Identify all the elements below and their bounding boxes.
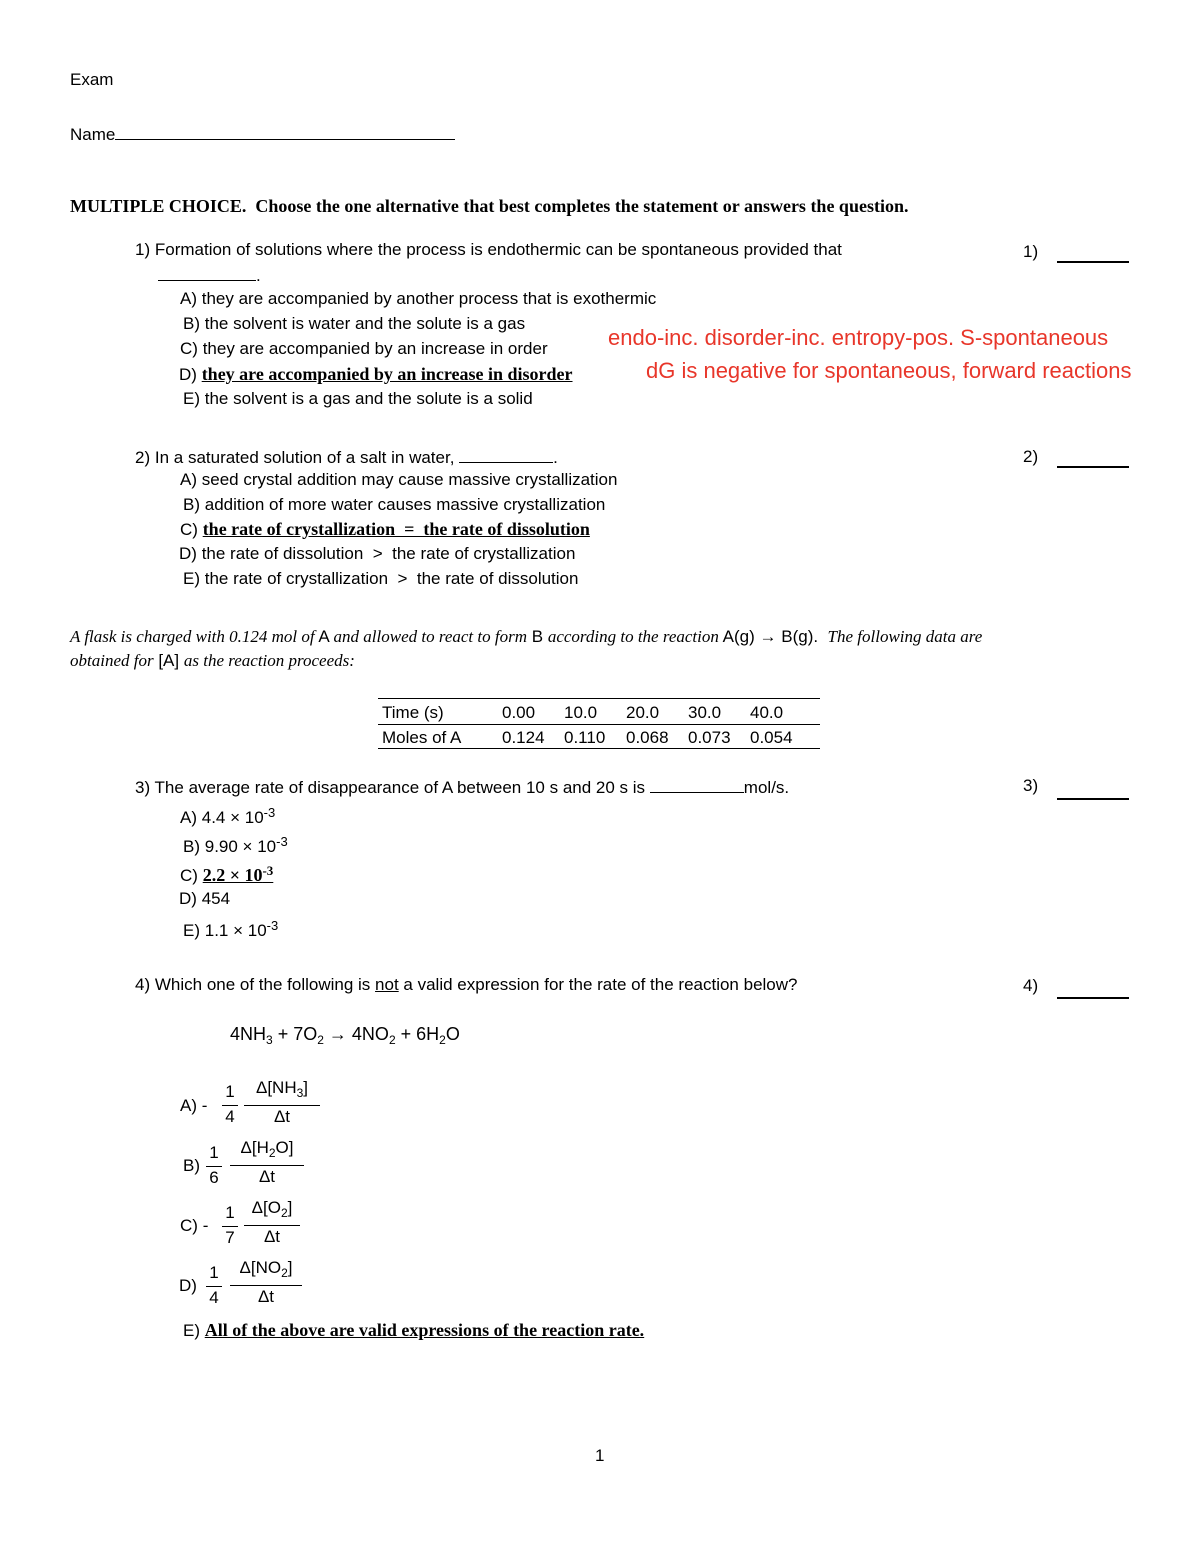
q1-answer-line[interactable] — [1057, 261, 1129, 263]
q3-option-d[interactable]: D) 454 — [179, 889, 231, 908]
table-cell: 40.0 — [750, 702, 784, 722]
q1-blank-line: . — [158, 264, 261, 286]
q1-blank[interactable] — [158, 264, 256, 281]
passage-reaction: A(g) → B(g). — [722, 627, 819, 646]
q1-correct-answer: they are accompanied by an increase in disorder — [201, 364, 573, 384]
table-cell: 30.0 — [688, 702, 722, 722]
table-cell: 0.124 — [502, 727, 545, 747]
table-top-rule — [378, 698, 820, 699]
table-cell: 0.110 — [564, 727, 606, 747]
delta-fraction: $\Delta[H_2O]$ Δt — [228, 1138, 306, 1188]
data-table — [378, 700, 806, 750]
q4-option-e[interactable]: E) All of the above are valid expressions of the reaction rate. — [183, 1320, 645, 1340]
passage-line-1: A flask is charged with 0.124 mol of A and allowed to react to form B according to the reaction A(g) → B(g). The following data are — [70, 627, 983, 646]
q1-answer-number: 1) — [1023, 242, 1039, 261]
table-cell: Time (s) — [382, 702, 444, 722]
annotation-note-1: endo-inc. disorder-inc. entropy-pos. S-spontaneous — [608, 325, 1109, 350]
delta-fraction: $\Delta[O_2]$ Δt — [242, 1198, 302, 1248]
passage-line-2: obtained for [A] as the reaction proceeds: — [70, 651, 355, 670]
q4-answer-line[interactable] — [1057, 997, 1129, 999]
q3-answer-number: 3) — [1023, 776, 1039, 795]
table-cell: 0.068 — [626, 727, 669, 747]
q3-option-e[interactable]: E) $1.1 \times 10^{-3}$ — [183, 918, 279, 940]
q1-option-d[interactable]: D) they are accompanied by an increase in disorder — [179, 364, 573, 384]
annotation-note-2: dG is negative for spontaneous, forward reactions — [646, 358, 1132, 383]
delta-fraction: $\Delta[NH_3]$ Δt — [242, 1078, 322, 1128]
q3-option-b[interactable]: B) $9.90 \times 10^{-3}$ — [183, 834, 288, 856]
name-label: Name — [70, 125, 116, 144]
name-line — [70, 121, 455, 145]
q2-answer-line[interactable] — [1057, 466, 1129, 468]
q2-stem: In a saturated solution of a salt in water, — [154, 448, 455, 467]
q2-option-c[interactable]: C) the rate of crystallization = the rate of dissolution — [180, 519, 590, 539]
instructions — [70, 196, 908, 217]
table-row-moles — [378, 725, 806, 750]
coefficient-fraction: 1 4 — [204, 1263, 224, 1309]
instructions-lead: MULTIPLE CHOICE. — [70, 196, 247, 216]
q2-option-a[interactable]: A) seed crystal addition may cause massive crystallization — [180, 470, 618, 489]
q1-option-c[interactable]: C) they are accompanied by an increase in order — [180, 339, 548, 358]
table-cell: 0.00 — [502, 702, 536, 722]
q2-option-b[interactable]: B) addition of more water causes massive crystallization — [183, 495, 606, 514]
q3-option-c[interactable]: C) $2.2 \times 10^{-3}$ — [180, 863, 274, 885]
reaction-equation: $4NH_3 + 7O_2 \to 4NO_2 + 6H_2O$ — [230, 1024, 460, 1047]
page-number: 1 — [595, 1446, 605, 1465]
table-row-time — [378, 700, 806, 725]
q3-option-a[interactable]: A) $4.4 \times 10^{-3}$ — [180, 805, 276, 827]
q2-blank[interactable] — [459, 446, 553, 463]
table-cell: 10.0 — [564, 702, 598, 722]
q1-option-b[interactable]: B) the solvent is water and the solute is a gas — [183, 314, 526, 333]
coefficient-fraction: 1 6 — [204, 1143, 224, 1189]
q3-correct-answer: $2.2 \times 10^{-3}$ — [202, 863, 274, 885]
coefficient-fraction: 1 4 — [220, 1082, 240, 1128]
q2-correct-answer: the rate of crystallization = the rate of dissolution — [202, 519, 590, 539]
q1-option-a[interactable]: A) they are accompanied by another process that is exothermic — [180, 289, 657, 308]
q3-answer-line[interactable] — [1057, 798, 1129, 800]
q4-not-emphasis: not — [375, 975, 399, 994]
q2-option-d[interactable]: D) the rate of dissolution > the rate of crystallization — [179, 544, 576, 563]
q3-blank[interactable] — [650, 776, 744, 793]
instructions-text: Choose the one alternative that best completes the statement or answers the question. — [255, 196, 909, 216]
q4-number: 4) — [135, 975, 151, 994]
q2-number: 2) — [135, 448, 151, 467]
q4-answer-number: 4) — [1023, 976, 1039, 995]
q4-correct-answer: All of the above are valid expressions of the reaction rate. — [204, 1320, 645, 1340]
delta-fraction: $\Delta[NO_2]$ Δt — [228, 1258, 304, 1308]
q3-number: 3) — [135, 778, 151, 797]
exam-label: Exam — [70, 70, 114, 89]
table-cell: 0.073 — [688, 727, 731, 747]
q1-number: 1) — [135, 240, 151, 259]
table-cell: 0.054 — [750, 727, 793, 747]
q2-answer-number: 2) — [1023, 447, 1039, 466]
q2-option-e[interactable]: E) the rate of crystallization > the rate of dissolution — [183, 569, 579, 588]
q3-stem: The average rate of disappearance of A between 10 s and 20 s is — [154, 778, 646, 797]
table-cell: 20.0 — [626, 702, 660, 722]
table-cell: Moles of A — [382, 727, 462, 747]
coefficient-fraction: 1 7 — [220, 1203, 240, 1249]
name-blank[interactable] — [115, 121, 455, 140]
q1-stem: Formation of solutions where the process is endothermic can be spontaneous provided that — [154, 240, 842, 259]
q1-option-e[interactable]: E) the solvent is a gas and the solute is a solid — [183, 389, 533, 408]
